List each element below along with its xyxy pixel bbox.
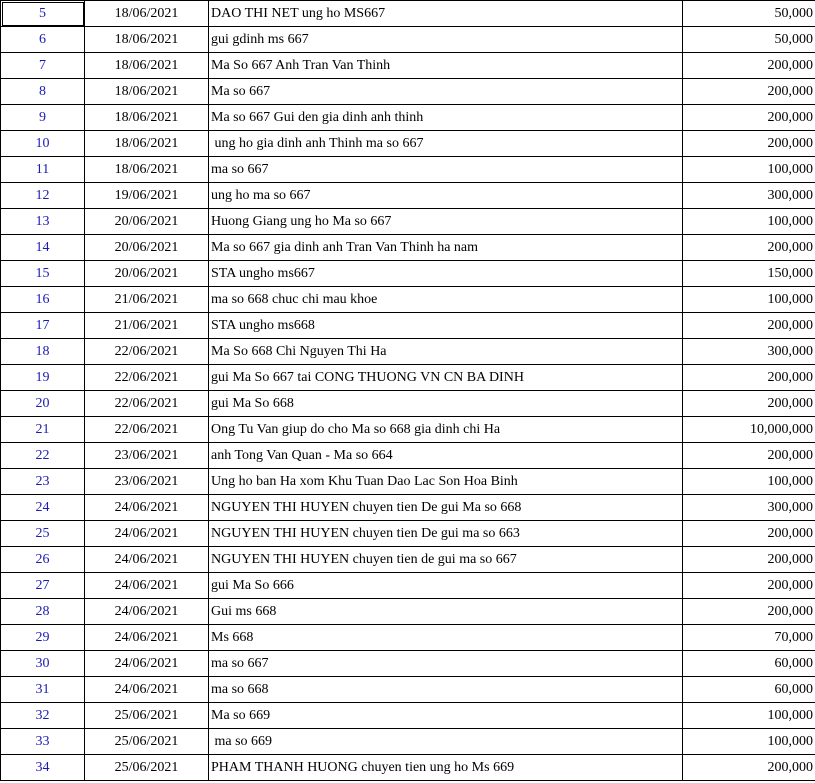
row-number-cell[interactable]: 24 [1, 495, 85, 521]
table-row [1, 417, 815, 443]
amount-cell[interactable]: 10,000,000 [683, 417, 815, 443]
date-cell[interactable]: 21/06/2021 [85, 313, 209, 339]
date-cell[interactable]: 24/06/2021 [85, 677, 209, 703]
row-number-cell[interactable]: 17 [1, 313, 85, 339]
row-number-cell[interactable]: 13 [1, 209, 85, 235]
description-cell[interactable]: NGUYEN THI HUYEN chuyen tien De gui ma so 663 [209, 521, 683, 547]
amount-cell[interactable]: 200,000 [683, 313, 815, 339]
table-row [1, 625, 815, 651]
date-cell[interactable]: 25/06/2021 [85, 755, 209, 781]
row-number-cell[interactable]: 15 [1, 261, 85, 287]
description-cell[interactable]: DAO THI NET ung ho MS667 [209, 1, 683, 27]
date-cell[interactable]: 18/06/2021 [85, 105, 209, 131]
amount-cell[interactable]: 100,000 [683, 209, 815, 235]
amount-cell[interactable]: 100,000 [683, 287, 815, 313]
amount-cell[interactable]: 200,000 [683, 365, 815, 391]
description-cell[interactable]: ma so 668 chuc chi mau khoe [209, 287, 683, 313]
date-cell[interactable]: 20/06/2021 [85, 235, 209, 261]
row-number-cell[interactable]: 27 [1, 573, 85, 599]
date-cell[interactable]: 19/06/2021 [85, 183, 209, 209]
description-cell[interactable]: anh Tong Van Quan - Ma so 664 [209, 443, 683, 469]
table-row [1, 313, 815, 339]
row-number-cell[interactable]: 5 [1, 1, 85, 27]
table-row [1, 1, 815, 27]
table-row [1, 755, 815, 781]
amount-cell[interactable]: 200,000 [683, 235, 815, 261]
description-cell[interactable]: ma so 669 [209, 729, 683, 755]
table-row [1, 287, 815, 313]
table-row [1, 235, 815, 261]
row-number-cell[interactable]: 26 [1, 547, 85, 573]
table-row [1, 53, 815, 79]
amount-cell[interactable]: 300,000 [683, 339, 815, 365]
description-cell[interactable]: PHAM THANH HUONG chuyen tien ung ho Ms 669 [209, 755, 683, 781]
amount-cell[interactable]: 70,000 [683, 625, 815, 651]
row-number-cell[interactable]: 32 [1, 703, 85, 729]
date-cell[interactable]: 18/06/2021 [85, 157, 209, 183]
row-number-cell[interactable]: 20 [1, 391, 85, 417]
amount-cell[interactable]: 200,000 [683, 53, 815, 79]
date-cell[interactable]: 24/06/2021 [85, 625, 209, 651]
row-number-cell[interactable]: 22 [1, 443, 85, 469]
row-number-cell[interactable]: 23 [1, 469, 85, 495]
table-row [1, 183, 815, 209]
row-number-cell[interactable]: 19 [1, 365, 85, 391]
date-cell[interactable]: 24/06/2021 [85, 573, 209, 599]
description-cell[interactable]: STA ungho ms667 [209, 261, 683, 287]
description-cell[interactable]: ung ho gia dinh anh Thinh ma so 667 [209, 131, 683, 157]
table-row [1, 495, 815, 521]
row-number-cell[interactable]: 31 [1, 677, 85, 703]
table-row [1, 391, 815, 417]
row-number-cell[interactable]: 34 [1, 755, 85, 781]
row-number-cell[interactable]: 21 [1, 417, 85, 443]
description-cell[interactable]: Ma so 667 gia dinh anh Tran Van Thinh ha nam [209, 235, 683, 261]
table-row [1, 105, 815, 131]
date-cell[interactable]: 21/06/2021 [85, 287, 209, 313]
table-row [1, 365, 815, 391]
row-number-cell[interactable]: 12 [1, 183, 85, 209]
table-row [1, 157, 815, 183]
amount-cell[interactable]: 200,000 [683, 391, 815, 417]
row-number-cell[interactable]: 33 [1, 729, 85, 755]
description-cell[interactable]: Gui ms 668 [209, 599, 683, 625]
amount-cell[interactable]: 50,000 [683, 27, 815, 53]
date-cell[interactable]: 24/06/2021 [85, 495, 209, 521]
description-cell[interactable]: ma so 668 [209, 677, 683, 703]
amount-cell[interactable]: 200,000 [683, 573, 815, 599]
date-cell[interactable]: 24/06/2021 [85, 521, 209, 547]
date-cell[interactable]: 18/06/2021 [85, 27, 209, 53]
table-body [1, 1, 815, 781]
description-cell[interactable]: Ma So 668 Chi Nguyen Thi Ha [209, 339, 683, 365]
table-row [1, 79, 815, 105]
date-cell[interactable]: 23/06/2021 [85, 469, 209, 495]
date-cell[interactable]: 22/06/2021 [85, 391, 209, 417]
description-cell[interactable]: Huong Giang ung ho Ma so 667 [209, 209, 683, 235]
amount-cell[interactable]: 200,000 [683, 131, 815, 157]
table-row [1, 703, 815, 729]
row-number-cell[interactable]: 11 [1, 157, 85, 183]
table-row [1, 729, 815, 755]
table-row [1, 547, 815, 573]
description-cell[interactable]: NGUYEN THI HUYEN chuyen tien de gui ma so 667 [209, 547, 683, 573]
description-cell[interactable]: Ma so 667 [209, 79, 683, 105]
date-cell[interactable]: 22/06/2021 [85, 365, 209, 391]
row-number-cell[interactable]: 25 [1, 521, 85, 547]
date-cell[interactable]: 22/06/2021 [85, 339, 209, 365]
table-row [1, 339, 815, 365]
amount-cell[interactable]: 200,000 [683, 599, 815, 625]
table-row [1, 651, 815, 677]
description-cell[interactable]: ma so 667 [209, 157, 683, 183]
amount-cell[interactable]: 150,000 [683, 261, 815, 287]
table-row [1, 443, 815, 469]
row-number-cell[interactable]: 9 [1, 105, 85, 131]
description-cell[interactable]: Ms 668 [209, 625, 683, 651]
date-cell[interactable]: 23/06/2021 [85, 443, 209, 469]
row-number-cell[interactable]: 18 [1, 339, 85, 365]
description-cell[interactable]: Ong Tu Van giup do cho Ma so 668 gia dinh chi Ha [209, 417, 683, 443]
row-number-cell[interactable]: 8 [1, 79, 85, 105]
amount-cell[interactable]: 100,000 [683, 729, 815, 755]
row-number-cell[interactable]: 16 [1, 287, 85, 313]
amount-cell[interactable]: 60,000 [683, 651, 815, 677]
table-row [1, 261, 815, 287]
amount-cell[interactable]: 300,000 [683, 183, 815, 209]
date-cell[interactable]: 18/06/2021 [85, 53, 209, 79]
table-row [1, 27, 815, 53]
amount-cell[interactable]: 200,000 [683, 521, 815, 547]
description-cell[interactable]: gui Ma So 667 tai CONG THUONG VN CN BA DINH [209, 365, 683, 391]
row-number-cell[interactable]: 10 [1, 131, 85, 157]
description-cell[interactable]: Ma so 667 Gui den gia dinh anh thinh [209, 105, 683, 131]
date-cell[interactable]: 22/06/2021 [85, 417, 209, 443]
amount-cell[interactable]: 200,000 [683, 755, 815, 781]
amount-cell[interactable]: 50,000 [683, 1, 815, 27]
date-cell[interactable]: 25/06/2021 [85, 729, 209, 755]
description-cell[interactable]: Ma so 669 [209, 703, 683, 729]
row-number-cell[interactable]: 29 [1, 625, 85, 651]
description-cell[interactable]: ma so 667 [209, 651, 683, 677]
description-cell[interactable]: ung ho ma so 667 [209, 183, 683, 209]
row-number-cell[interactable]: 6 [1, 27, 85, 53]
amount-cell[interactable]: 200,000 [683, 547, 815, 573]
row-number-cell[interactable]: 30 [1, 651, 85, 677]
date-cell[interactable]: 24/06/2021 [85, 547, 209, 573]
description-cell[interactable]: gui gdinh ms 667 [209, 27, 683, 53]
date-cell[interactable]: 25/06/2021 [85, 703, 209, 729]
date-cell[interactable]: 20/06/2021 [85, 261, 209, 287]
table-row [1, 573, 815, 599]
row-number-cell[interactable]: 28 [1, 599, 85, 625]
row-number-cell[interactable]: 7 [1, 53, 85, 79]
description-cell[interactable]: NGUYEN THI HUYEN chuyen tien De gui Ma so 668 [209, 495, 683, 521]
amount-cell[interactable]: 60,000 [683, 677, 815, 703]
amount-cell[interactable]: 100,000 [683, 469, 815, 495]
date-cell[interactable]: 20/06/2021 [85, 209, 209, 235]
amount-cell[interactable]: 300,000 [683, 495, 815, 521]
amount-cell[interactable]: 200,000 [683, 105, 815, 131]
description-cell[interactable]: gui Ma So 668 [209, 391, 683, 417]
table-row [1, 209, 815, 235]
date-cell[interactable]: 18/06/2021 [85, 79, 209, 105]
table-row [1, 677, 815, 703]
description-cell[interactable]: Ung ho ban Ha xom Khu Tuan Dao Lac Son Hoa Binh [209, 469, 683, 495]
row-number-cell[interactable]: 14 [1, 235, 85, 261]
date-cell[interactable]: 18/06/2021 [85, 1, 209, 27]
amount-cell[interactable]: 200,000 [683, 443, 815, 469]
table-row [1, 521, 815, 547]
description-cell[interactable]: STA ungho ms668 [209, 313, 683, 339]
date-cell[interactable]: 24/06/2021 [85, 651, 209, 677]
amount-cell[interactable]: 200,000 [683, 79, 815, 105]
date-cell[interactable]: 24/06/2021 [85, 599, 209, 625]
table-row [1, 469, 815, 495]
description-cell[interactable]: Ma So 667 Anh Tran Van Thinh [209, 53, 683, 79]
table-row [1, 131, 815, 157]
date-cell[interactable]: 18/06/2021 [85, 131, 209, 157]
amount-cell[interactable]: 100,000 [683, 703, 815, 729]
description-cell[interactable]: gui Ma So 666 [209, 573, 683, 599]
table-row [1, 599, 815, 625]
amount-cell[interactable]: 100,000 [683, 157, 815, 183]
